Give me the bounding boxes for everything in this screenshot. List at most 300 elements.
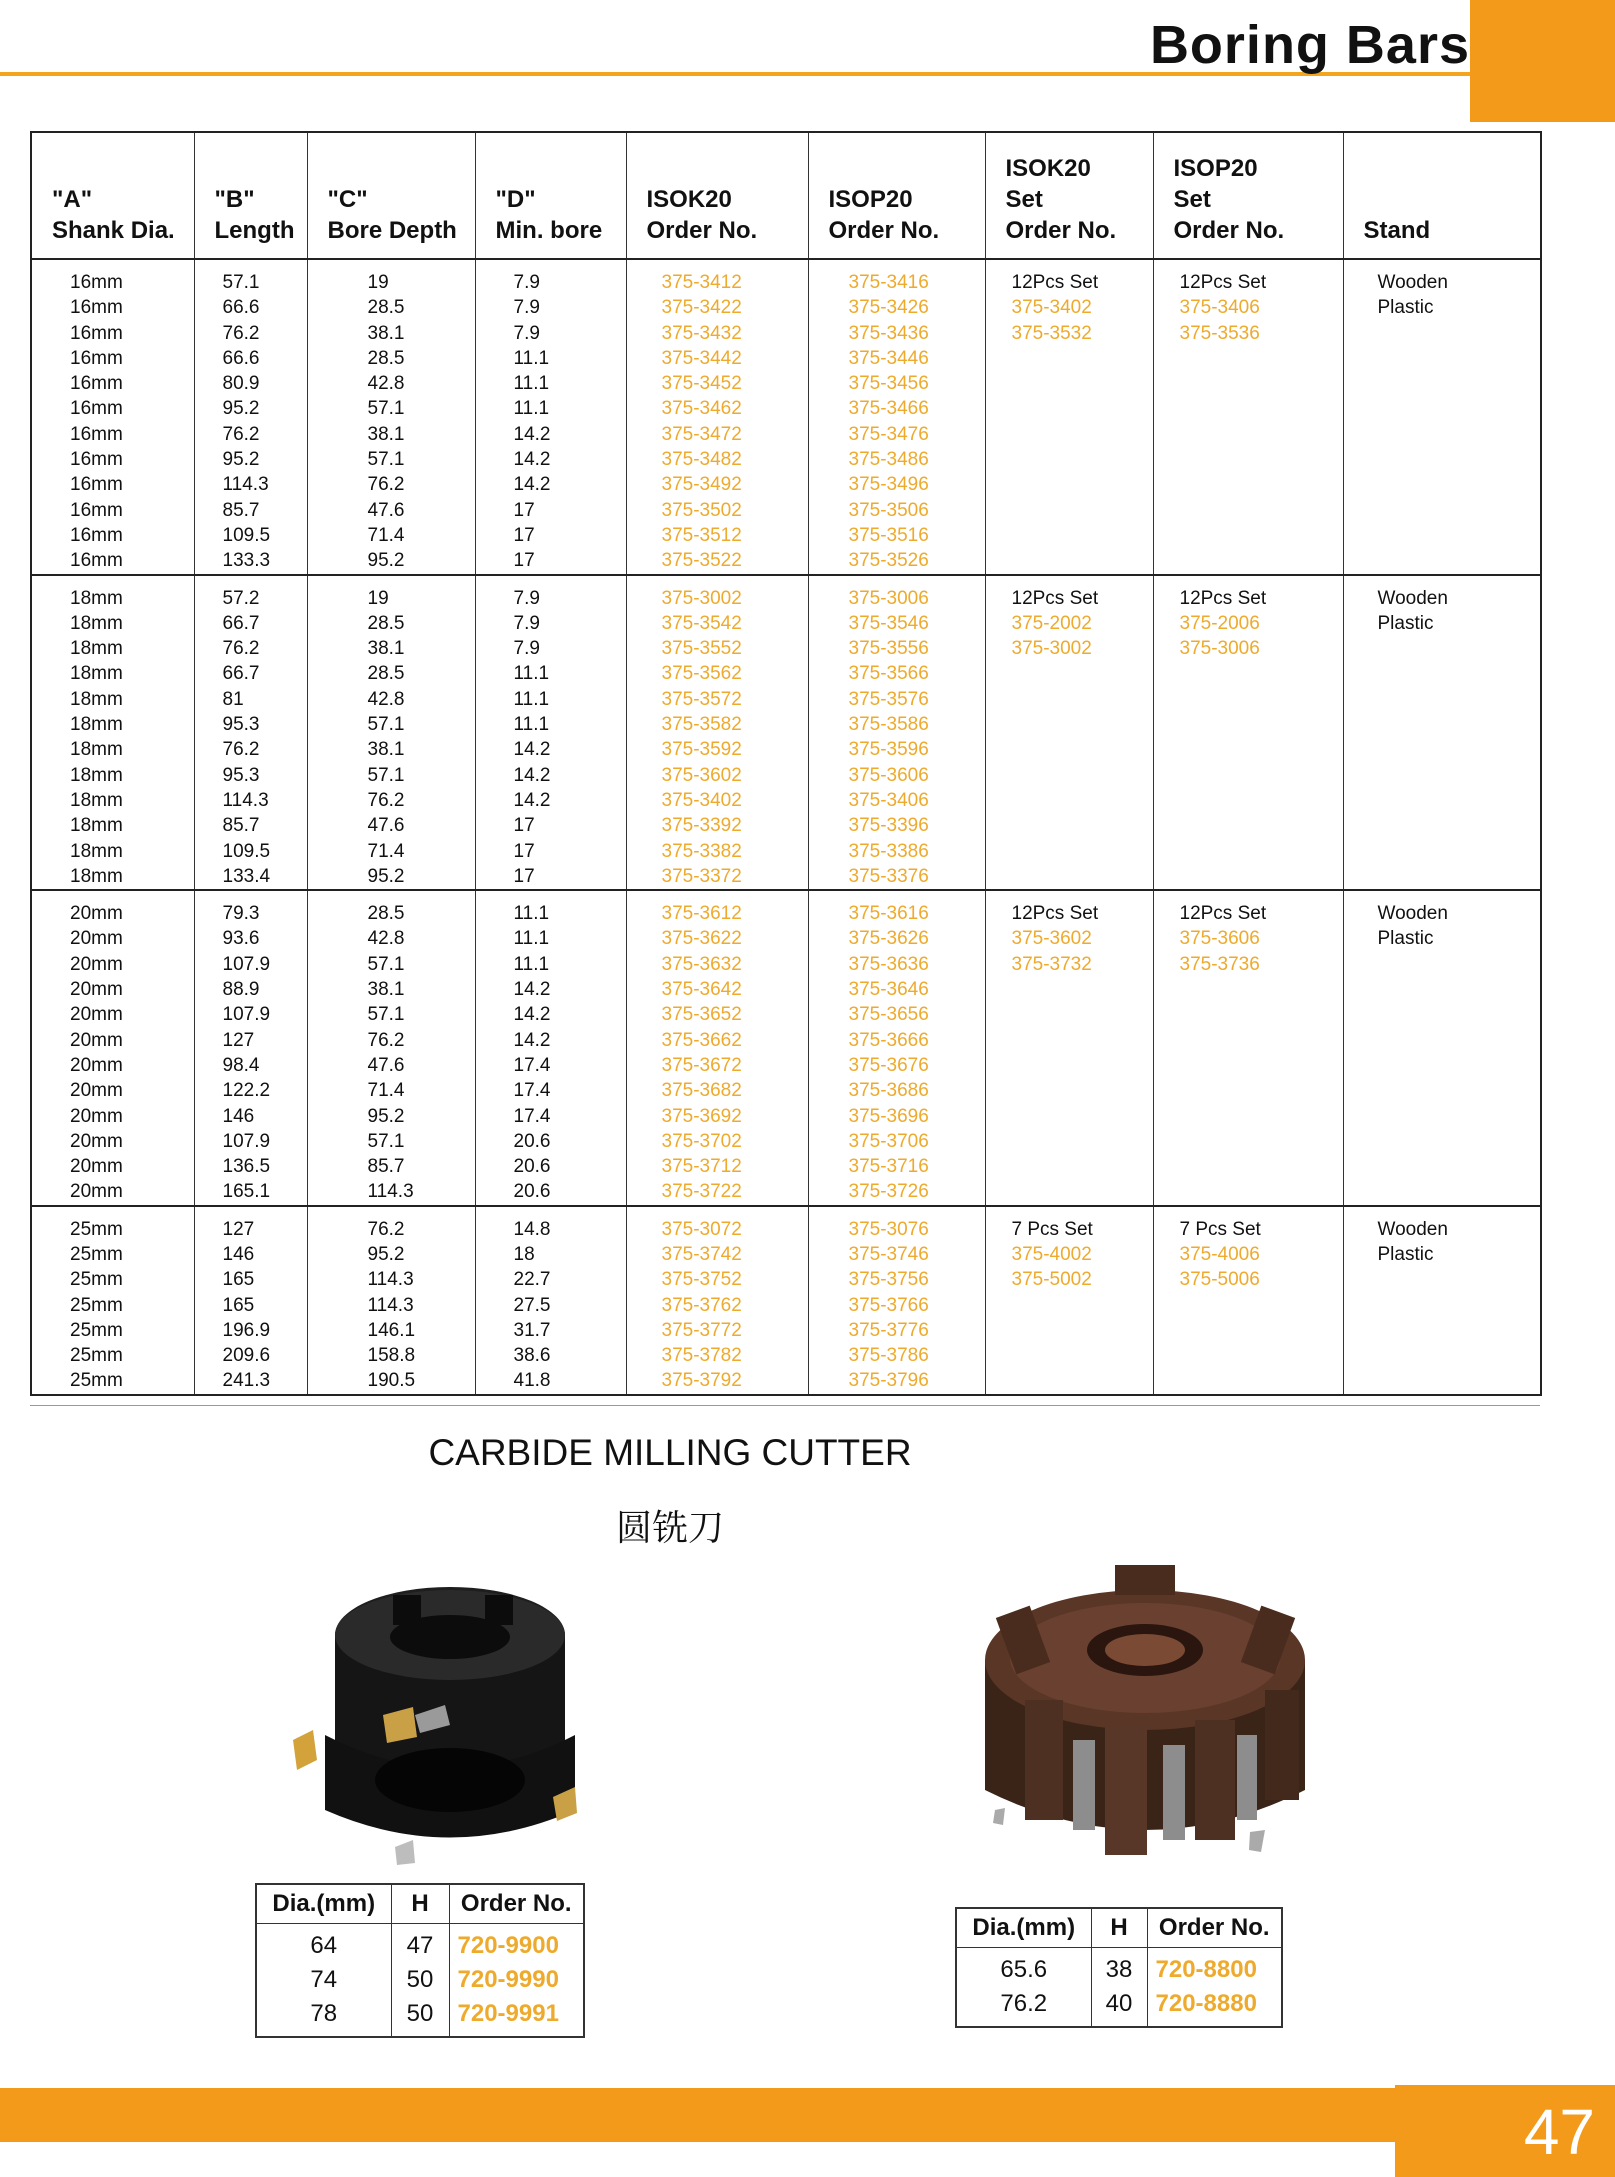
- shank-dia-cell: 18mm: [31, 737, 194, 762]
- set-label: 7 Pcs Set: [1011, 1218, 1093, 1240]
- isok20-order-cell: 375-3582: [626, 712, 808, 737]
- isok20-order-cell: 375-3512: [626, 523, 808, 548]
- set-label: 7 Pcs Set: [1179, 1218, 1261, 1240]
- table-group: [31, 259, 1541, 575]
- bore-depth-cell: 71.4: [307, 839, 475, 864]
- length-cell: 57.1: [194, 259, 307, 295]
- height-cell: 40: [1091, 1987, 1147, 2027]
- set-order-number: 375-3532: [1011, 322, 1092, 344]
- shank-dia-cell: 16mm: [31, 371, 194, 396]
- column-header: [985, 132, 1153, 259]
- bore-depth-cell: 95.2: [307, 1104, 475, 1129]
- min-bore-cell: 20.6: [475, 1179, 626, 1205]
- bore-depth-cell: 47.6: [307, 1053, 475, 1078]
- min-bore-cell: 11.1: [475, 712, 626, 737]
- isop20-order-cell: 375-3396: [808, 813, 985, 838]
- min-bore-cell: 14.2: [475, 788, 626, 813]
- shank-dia-cell: 16mm: [31, 259, 194, 295]
- length-cell: 57.2: [194, 575, 307, 611]
- length-cell: 107.9: [194, 1002, 307, 1027]
- spec-header: [956, 1908, 1282, 1948]
- set-order-number: 375-3736: [1179, 953, 1260, 975]
- header-accent-tab: [1470, 0, 1615, 122]
- table-group: [31, 1206, 1541, 1395]
- diameter-cell: 76.2: [956, 1987, 1091, 2027]
- isok20-order-cell: 375-3552: [626, 636, 808, 661]
- isok20-order-cell: 375-3502: [626, 498, 808, 523]
- table-row: [31, 259, 1541, 295]
- isok20-order-cell: 375-3562: [626, 661, 808, 686]
- min-bore-cell: 11.1: [475, 396, 626, 421]
- set-order-number: 375-5002: [1011, 1269, 1092, 1291]
- column-header-line: "B": [214, 186, 255, 213]
- isok20-order-cell: 375-3662: [626, 1028, 808, 1053]
- stand-option: Wooden: [1377, 903, 1448, 925]
- stand-option: Plastic: [1377, 1243, 1434, 1265]
- min-bore-cell: 11.1: [475, 661, 626, 686]
- isop20-order-cell: 375-3746: [808, 1242, 985, 1267]
- bore-depth-cell: 19: [307, 575, 475, 611]
- length-cell: 122.2: [194, 1078, 307, 1103]
- isok20-order-cell: 375-3762: [626, 1293, 808, 1318]
- set-label: 12Pcs Set: [1179, 587, 1267, 609]
- bore-depth-cell: 28.5: [307, 346, 475, 371]
- isok20-order-cell: 375-3472: [626, 422, 808, 447]
- diameter-cell: 64: [256, 1924, 391, 1964]
- min-bore-cell: 14.2: [475, 737, 626, 762]
- length-cell: 146: [194, 1104, 307, 1129]
- set-label: 12Pcs Set: [1011, 272, 1099, 293]
- isop20-order-cell: 375-3526: [808, 548, 985, 574]
- shank-dia-cell: 18mm: [31, 788, 194, 813]
- bore-depth-cell: 57.1: [307, 1129, 475, 1154]
- length-cell: 133.4: [194, 864, 307, 890]
- isop20-order-cell: 375-3436: [808, 321, 985, 346]
- column-header: [31, 132, 194, 259]
- length-cell: 85.7: [194, 498, 307, 523]
- min-bore-cell: 14.2: [475, 763, 626, 788]
- shank-dia-cell: 20mm: [31, 926, 194, 951]
- set-order-number: 375-3536: [1179, 322, 1260, 344]
- length-cell: 165: [194, 1267, 307, 1292]
- isop20-order-cell: 375-3766: [808, 1293, 985, 1318]
- bore-depth-cell: 158.8: [307, 1343, 475, 1368]
- isok20-order-cell: 375-3392: [626, 813, 808, 838]
- diameter-cell: 78: [256, 1997, 391, 2037]
- isop20-order-cell: 375-3566: [808, 661, 985, 686]
- isok20-order-cell: 375-3432: [626, 321, 808, 346]
- column-header-line: "A": [52, 186, 93, 213]
- isok20-order-cell: 375-3642: [626, 977, 808, 1002]
- shank-dia-cell: 20mm: [31, 977, 194, 1002]
- bore-depth-cell: 28.5: [307, 611, 475, 636]
- order-number-cell: 720-9990: [449, 1963, 584, 1997]
- isop20-order-cell: 375-3426: [808, 295, 985, 320]
- min-bore-cell: 17: [475, 839, 626, 864]
- isok20-order-cell: 375-3712: [626, 1154, 808, 1179]
- bore-depth-cell: 28.5: [307, 295, 475, 320]
- bore-depth-cell: 85.7: [307, 1154, 475, 1179]
- length-cell: 209.6: [194, 1343, 307, 1368]
- length-cell: 127: [194, 1028, 307, 1053]
- bronze-milling-cutter-image: [965, 1540, 1325, 1870]
- length-cell: 76.2: [194, 737, 307, 762]
- min-bore-cell: 17: [475, 498, 626, 523]
- isok20-set-cell: [985, 890, 1153, 1206]
- length-cell: 88.9: [194, 977, 307, 1002]
- height-cell: 38: [1091, 1948, 1147, 1988]
- isop20-order-cell: 375-3476: [808, 422, 985, 447]
- length-cell: 165: [194, 1293, 307, 1318]
- min-bore-cell: 11.1: [475, 952, 626, 977]
- isop20-set-cell: [1153, 1206, 1343, 1395]
- column-header: [626, 132, 808, 259]
- bore-depth-cell: 95.2: [307, 864, 475, 890]
- shank-dia-cell: 20mm: [31, 1179, 194, 1205]
- min-bore-cell: 20.6: [475, 1154, 626, 1179]
- diameter-cell: 74: [256, 1963, 391, 1997]
- isop20-order-cell: 375-3686: [808, 1078, 985, 1103]
- footer-bar: [0, 2088, 1615, 2142]
- min-bore-cell: 14.2: [475, 977, 626, 1002]
- min-bore-cell: 11.1: [475, 346, 626, 371]
- shank-dia-cell: 20mm: [31, 1028, 194, 1053]
- spec-body: [256, 1924, 584, 2038]
- length-cell: 133.3: [194, 548, 307, 574]
- min-bore-cell: 18: [475, 1242, 626, 1267]
- isok20-order-cell: 375-3682: [626, 1078, 808, 1103]
- min-bore-cell: 27.5: [475, 1293, 626, 1318]
- set-label: 12Pcs Set: [1011, 587, 1099, 609]
- bore-depth-cell: 38.1: [307, 977, 475, 1002]
- isop20-order-cell: 375-3406: [808, 788, 985, 813]
- isok20-order-cell: 375-3542: [626, 611, 808, 636]
- isop20-order-cell: 375-3556: [808, 636, 985, 661]
- column-header-line: Order No.: [828, 217, 940, 244]
- set-order-number: 375-2006: [1179, 612, 1260, 634]
- length-cell: 165.1: [194, 1179, 307, 1205]
- isok20-order-cell: 375-3412: [626, 259, 808, 295]
- isop20-order-cell: 375-3706: [808, 1129, 985, 1154]
- min-bore-cell: 7.9: [475, 575, 626, 611]
- length-cell: 114.3: [194, 788, 307, 813]
- bore-depth-cell: 114.3: [307, 1267, 475, 1292]
- isop20-order-cell: 375-3616: [808, 890, 985, 926]
- length-cell: 95.2: [194, 447, 307, 472]
- isop20-order-cell: 375-3496: [808, 472, 985, 497]
- isok20-order-cell: 375-3492: [626, 472, 808, 497]
- set-order-number: 375-4002: [1011, 1243, 1092, 1265]
- length-cell: 136.5: [194, 1154, 307, 1179]
- order-number-cell: 720-9991: [449, 1997, 584, 2037]
- length-cell: 76.2: [194, 422, 307, 447]
- section-divider: [30, 1405, 1540, 1406]
- bore-depth-cell: 38.1: [307, 636, 475, 661]
- isok20-order-cell: 375-3462: [626, 396, 808, 421]
- table-row: [31, 1206, 1541, 1242]
- isok20-order-cell: 375-3652: [626, 1002, 808, 1027]
- set-order-number: 375-3602: [1011, 928, 1092, 950]
- section-title-cn: 圆铣刀: [615, 1507, 724, 1548]
- stand-option: Plastic: [1377, 297, 1434, 319]
- left-cutter-spec-table: [255, 1883, 585, 2038]
- spec-column-header: Order No.: [1147, 1908, 1282, 1948]
- stand-option: Wooden: [1377, 272, 1448, 293]
- isop20-order-cell: 375-3656: [808, 1002, 985, 1027]
- isop20-order-cell: 375-3726: [808, 1179, 985, 1205]
- length-cell: 95.3: [194, 712, 307, 737]
- column-header-line: Set: [1173, 186, 1211, 213]
- column-header-line: Order No.: [1173, 217, 1285, 244]
- shank-dia-cell: 25mm: [31, 1206, 194, 1242]
- spec-row: [256, 1963, 584, 1997]
- spec-column-header: Dia.(mm): [956, 1908, 1091, 1948]
- shank-dia-cell: 16mm: [31, 548, 194, 574]
- min-bore-cell: 7.9: [475, 636, 626, 661]
- column-header: [307, 132, 475, 259]
- spec-column-header: Dia.(mm): [256, 1884, 391, 1924]
- bore-depth-cell: 47.6: [307, 813, 475, 838]
- bore-depth-cell: 42.8: [307, 687, 475, 712]
- column-header-line: "D": [495, 186, 536, 213]
- bore-depth-cell: 57.1: [307, 1002, 475, 1027]
- isop20-order-cell: 375-3646: [808, 977, 985, 1002]
- shank-dia-cell: 20mm: [31, 890, 194, 926]
- order-number-cell: 720-8880: [1147, 1987, 1282, 2027]
- column-header-line: ISOP20: [828, 186, 913, 213]
- isok20-order-cell: 375-3782: [626, 1343, 808, 1368]
- spec-row: [256, 1997, 584, 2037]
- shank-dia-cell: 20mm: [31, 1053, 194, 1078]
- length-cell: 95.2: [194, 396, 307, 421]
- min-bore-cell: 20.6: [475, 1129, 626, 1154]
- isop20-order-cell: 375-3456: [808, 371, 985, 396]
- isok20-order-cell: 375-3072: [626, 1206, 808, 1242]
- shank-dia-cell: 20mm: [31, 1129, 194, 1154]
- length-cell: 76.2: [194, 636, 307, 661]
- spec-header-row: [256, 1884, 584, 1924]
- min-bore-cell: 14.2: [475, 1028, 626, 1053]
- stand-cell: [1343, 1206, 1541, 1395]
- isop20-set-cell: [1153, 259, 1343, 575]
- isop20-set-cell: [1153, 890, 1343, 1206]
- min-bore-cell: 17.4: [475, 1053, 626, 1078]
- isok20-set-cell: [985, 575, 1153, 891]
- set-order-number: 375-3732: [1011, 953, 1092, 975]
- shank-dia-cell: 18mm: [31, 661, 194, 686]
- set-label: 12Pcs Set: [1179, 272, 1267, 293]
- spec-body: [956, 1948, 1282, 2028]
- bore-depth-cell: 28.5: [307, 890, 475, 926]
- bore-depth-cell: 28.5: [307, 661, 475, 686]
- length-cell: 107.9: [194, 1129, 307, 1154]
- min-bore-cell: 14.2: [475, 422, 626, 447]
- bore-depth-cell: 95.2: [307, 548, 475, 574]
- bore-depth-cell: 76.2: [307, 472, 475, 497]
- isop20-order-cell: 375-3506: [808, 498, 985, 523]
- min-bore-cell: 7.9: [475, 259, 626, 295]
- bore-depth-cell: 71.4: [307, 1078, 475, 1103]
- min-bore-cell: 14.2: [475, 1002, 626, 1027]
- shank-dia-cell: 18mm: [31, 712, 194, 737]
- length-cell: 85.7: [194, 813, 307, 838]
- column-header-line: ISOK20: [1005, 155, 1091, 182]
- length-cell: 66.7: [194, 661, 307, 686]
- min-bore-cell: 7.9: [475, 611, 626, 636]
- column-header: [808, 132, 985, 259]
- isop20-order-cell: 375-3666: [808, 1028, 985, 1053]
- right-cutter-spec-table: [955, 1907, 1283, 2028]
- length-cell: 109.5: [194, 839, 307, 864]
- shank-dia-cell: 18mm: [31, 813, 194, 838]
- min-bore-cell: 14.2: [475, 447, 626, 472]
- spec-row: [956, 1987, 1282, 2027]
- isok20-order-cell: 375-3572: [626, 687, 808, 712]
- length-cell: 80.9: [194, 371, 307, 396]
- isok20-order-cell: 375-3692: [626, 1104, 808, 1129]
- min-bore-cell: 14.2: [475, 472, 626, 497]
- bore-depth-cell: 57.1: [307, 396, 475, 421]
- order-number-cell: 720-8800: [1147, 1948, 1282, 1988]
- min-bore-cell: 11.1: [475, 926, 626, 951]
- isop20-order-cell: 375-3716: [808, 1154, 985, 1179]
- column-header-line: "C": [327, 186, 368, 213]
- min-bore-cell: 17: [475, 523, 626, 548]
- length-cell: 66.6: [194, 346, 307, 371]
- isop20-order-cell: 375-3416: [808, 259, 985, 295]
- stand-option: Plastic: [1377, 612, 1434, 634]
- stand-option: Wooden: [1377, 587, 1448, 609]
- bore-depth-cell: 76.2: [307, 788, 475, 813]
- isok20-order-cell: 375-3772: [626, 1318, 808, 1343]
- isok20-order-cell: 375-3632: [626, 952, 808, 977]
- shank-dia-cell: 16mm: [31, 472, 194, 497]
- shank-dia-cell: 25mm: [31, 1318, 194, 1343]
- bore-depth-cell: 76.2: [307, 1028, 475, 1053]
- set-order-number: 375-3406: [1179, 297, 1260, 319]
- length-cell: 114.3: [194, 472, 307, 497]
- shank-dia-cell: 18mm: [31, 687, 194, 712]
- set-order-number: 375-3606: [1179, 928, 1260, 950]
- bore-depth-cell: 42.8: [307, 371, 475, 396]
- min-bore-cell: 7.9: [475, 321, 626, 346]
- bore-depth-cell: 38.1: [307, 321, 475, 346]
- column-header-line: ISOP20: [1173, 155, 1258, 182]
- min-bore-cell: 11.1: [475, 890, 626, 926]
- bore-depth-cell: 57.1: [307, 447, 475, 472]
- stand-cell: [1343, 890, 1541, 1206]
- bore-depth-cell: 146.1: [307, 1318, 475, 1343]
- length-cell: 95.3: [194, 763, 307, 788]
- shank-dia-cell: 16mm: [31, 447, 194, 472]
- stand-option: Wooden: [1377, 1218, 1448, 1240]
- shank-dia-cell: 25mm: [31, 1242, 194, 1267]
- bore-depth-cell: 114.3: [307, 1179, 475, 1205]
- column-header-line: ISOK20: [646, 186, 732, 213]
- length-cell: 127: [194, 1206, 307, 1242]
- bore-depth-cell: 38.1: [307, 737, 475, 762]
- isop20-order-cell: 375-3596: [808, 737, 985, 762]
- shank-dia-cell: 18mm: [31, 763, 194, 788]
- column-header-line: Min. bore: [495, 217, 603, 244]
- isok20-order-cell: 375-3592: [626, 737, 808, 762]
- column-header-line: Order No.: [1005, 217, 1117, 244]
- isop20-order-cell: 375-3386: [808, 839, 985, 864]
- page-title: Boring Bars: [1149, 15, 1470, 75]
- min-bore-cell: 17: [475, 813, 626, 838]
- isok20-order-cell: 375-3722: [626, 1179, 808, 1205]
- set-order-number: 375-3006: [1179, 638, 1260, 660]
- spec-column-header: H: [1091, 1908, 1147, 1948]
- isok20-order-cell: 375-3602: [626, 763, 808, 788]
- min-bore-cell: 17: [475, 864, 626, 890]
- shank-dia-cell: 16mm: [31, 498, 194, 523]
- set-order-number: 375-2002: [1011, 612, 1092, 634]
- shank-dia-cell: 25mm: [31, 1293, 194, 1318]
- bore-depth-cell: 190.5: [307, 1368, 475, 1394]
- isok20-order-cell: 375-3482: [626, 447, 808, 472]
- column-header-line: Order No.: [646, 217, 758, 244]
- isop20-order-cell: 375-3516: [808, 523, 985, 548]
- shank-dia-cell: 16mm: [31, 346, 194, 371]
- min-bore-cell: 17.4: [475, 1104, 626, 1129]
- isop20-order-cell: 375-3576: [808, 687, 985, 712]
- shank-dia-cell: 18mm: [31, 611, 194, 636]
- isok20-set-cell: [985, 259, 1153, 575]
- column-header-line: Shank Dia.: [52, 217, 175, 244]
- min-bore-cell: 11.1: [475, 371, 626, 396]
- length-cell: 241.3: [194, 1368, 307, 1394]
- column-header: [1153, 132, 1343, 259]
- spec-row: [256, 1924, 584, 1964]
- bore-depth-cell: 57.1: [307, 763, 475, 788]
- length-cell: 66.7: [194, 611, 307, 636]
- spec-header-row: [956, 1908, 1282, 1948]
- shank-dia-cell: 18mm: [31, 636, 194, 661]
- column-header: [475, 132, 626, 259]
- isop20-order-cell: 375-3796: [808, 1368, 985, 1394]
- isok20-order-cell: 375-3002: [626, 575, 808, 611]
- isop20-order-cell: 375-3006: [808, 575, 985, 611]
- order-number-cell: 720-9900: [449, 1924, 584, 1964]
- shank-dia-cell: 25mm: [31, 1267, 194, 1292]
- min-bore-cell: 11.1: [475, 687, 626, 712]
- table-group: [31, 575, 1541, 891]
- isok20-order-cell: 375-3402: [626, 788, 808, 813]
- isop20-order-cell: 375-3446: [808, 346, 985, 371]
- set-label: 12Pcs Set: [1179, 903, 1267, 925]
- shank-dia-cell: 18mm: [31, 839, 194, 864]
- bore-depth-cell: 38.1: [307, 422, 475, 447]
- table-row: [31, 890, 1541, 926]
- length-cell: 107.9: [194, 952, 307, 977]
- table-row: [31, 575, 1541, 611]
- shank-dia-cell: 18mm: [31, 864, 194, 890]
- bore-depth-cell: 71.4: [307, 523, 475, 548]
- section-title: CARBIDE MILLING CUTTER: [428, 1432, 912, 1473]
- isop20-order-cell: 375-3076: [808, 1206, 985, 1242]
- isop20-order-cell: 375-3376: [808, 864, 985, 890]
- column-header: [194, 132, 307, 259]
- length-cell: 66.6: [194, 295, 307, 320]
- column-header: [1343, 132, 1541, 259]
- isop20-order-cell: 375-3636: [808, 952, 985, 977]
- bore-depth-cell: 76.2: [307, 1206, 475, 1242]
- shank-dia-cell: 25mm: [31, 1368, 194, 1394]
- length-cell: 81: [194, 687, 307, 712]
- set-label: 12Pcs Set: [1011, 903, 1099, 925]
- bore-depth-cell: 57.1: [307, 952, 475, 977]
